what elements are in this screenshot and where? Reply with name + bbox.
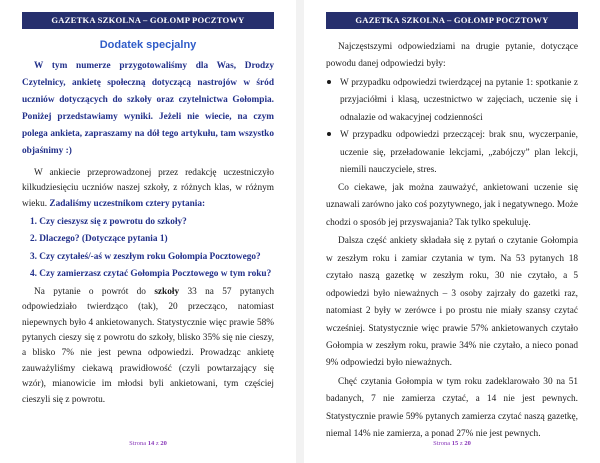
survey-intro-text: W ankiecie przeprowadzonej przez redakcję uczestniczyło kilkudziesięciu uczniów naszej szkoły, z różnych klas, w różnym wieku.: [22, 168, 274, 209]
page-header: GAZETKA SZKOLNA – GOŁOMP POCZTOWY: [22, 12, 274, 29]
question-list: [22, 214, 274, 282]
bullet-item: [326, 75, 578, 127]
results-text-before: Na pytanie o powrót do: [34, 286, 146, 297]
footer-mid: z: [459, 440, 463, 447]
footer-prefix: Strona: [433, 440, 451, 447]
bullet-text: W przypadku odpowiedzi twierdzącej na pytanie 1: spotkanie z przyjaciółmi i klasą, uczestnictwo w zajęciach, uczenie się i odnalazie od wakacyjnej codzienności: [340, 77, 578, 123]
answers-intro-paragraph: Najczęstszymi odpowiedziami na drugie pytanie, dotyczące powodu danej odpowiedzi były:: [326, 42, 578, 70]
reading-intent-paragraph: Chęć czytania Gołompia w tym roku zadeklarowało 30 na 51 badanych, 7 nie zamierza czytać, a 14 nie jest pewnych. Statystycznie prawie 59% pytanych zamierza czytać naszą gazetkę, niemal 14% nie zamierza, a ponad 27% nie jest pewnych.: [326, 376, 578, 440]
right-page: [304, 0, 600, 463]
left-page-content: [22, 37, 274, 410]
footer-page-number: 15: [451, 440, 459, 447]
survey-intro-bold: Zadaliśmy uczestnikom cztery pytania:: [49, 198, 206, 209]
footer-page-total: 20: [160, 440, 167, 447]
answers-bullet-list: [326, 75, 578, 180]
bullet-icon: [327, 80, 331, 84]
question-item: 3. Czy czytałeś/-aś w zeszłym roku Gołompia Pocztowego?: [30, 251, 261, 262]
section-title: Dodatek specjalny: [99, 39, 197, 51]
footer-page-number: 14: [147, 440, 155, 447]
question-item: 2. Dlaczego? (Dotyczące pytania 1): [30, 234, 168, 245]
question-item: 1. Czy cieszysz się z powrotu do szkoły?: [30, 217, 187, 228]
footer-mid: z: [155, 440, 159, 447]
bullet-icon: [327, 132, 331, 136]
observation-paragraph: Co ciekawe, jak można zauważyć, ankietowani uczenie się uznawali zarówno jako coś pozytywnego, jak i negatywnego. Może chodzi o sposób jej przyswajania? Tak tylko spekuluję.: [326, 182, 578, 228]
survey-intro-paragraph: [22, 166, 274, 212]
bullet-text: W przypadku odpowiedzi przeczącej: brak snu, wyczerpanie, uczenie się, przeładowanie lekcjami, „zabójczy” plan lekcji, niemili nauczyciele, stres.: [340, 130, 578, 176]
page-footer: [304, 440, 600, 447]
reading-results-paragraph: Dalsza część ankiety składała się z pytań o czytanie Gołompia w zeszłym roku i zamiar czytania w tym. Na 53 pytanych 18 czytało naszą gazetkę w zeszłym roku, 30 nie czytało, a 5 odpowiedzi było nieważnych – 3 osoby zajrzały do gazetki raz, natomiast 2 były w zerówce i po prostu nie miały szansy czytać wcześniej. Statystycznie więc prawie 57% ankietowanych czytało Gołompia w zeszłym roku, prawie 34% nie czytało, a nieco ponad 9% odpowiedzi było nieważnych.: [326, 236, 578, 369]
question-item: 4. Czy zamierzasz czytać Gołompia Pocztowego w tym roku?: [30, 268, 272, 279]
footer-prefix: Strona: [129, 440, 147, 447]
results-text-after: 33 na 57 pytanych odpowiedziało twierdząco (tak), 20 przecząco, natomiast niepewnych było 4 ankietowanych. Statystycznie więc prawie 58% pytanych cieszy się z powrotu do szkoły, blisko 35% się nie cieszy, a blisko 7% nie jest pewna odpowiedzi. Prowadząc ankietę zauważyliśmy ciekawą prawidłowość (czyli powtarzający się wzór), mianowicie im młodsi byli ankietowani, tym częściej cieszyli się z powrotu.: [22, 286, 275, 405]
intro-paragraph: W tym numerze przygotowaliśmy dla Was, Drodzy Czytelnicy, ankietę społeczną dotyczącą nastrojów w śród uczniów dotyczących do szkoły oraz czytelnictwa Gołompia. Poniżej przedstawiamy wyniki. Jeżeli nie wiecie, na czym polega ankieta, zapraszamy na dół tego artykułu, tam wszystko objaśnimy :): [22, 60, 274, 156]
right-page-content: [326, 39, 578, 445]
left-page: [0, 0, 296, 463]
bullet-item: [326, 127, 578, 179]
results-paragraph: [22, 285, 274, 408]
page-footer: [0, 440, 296, 447]
results-bold-word: szkoły: [154, 286, 180, 297]
page-header: GAZETKA SZKOLNA – GOŁOMP POCZTOWY: [326, 12, 578, 29]
footer-page-total: 20: [464, 440, 471, 447]
